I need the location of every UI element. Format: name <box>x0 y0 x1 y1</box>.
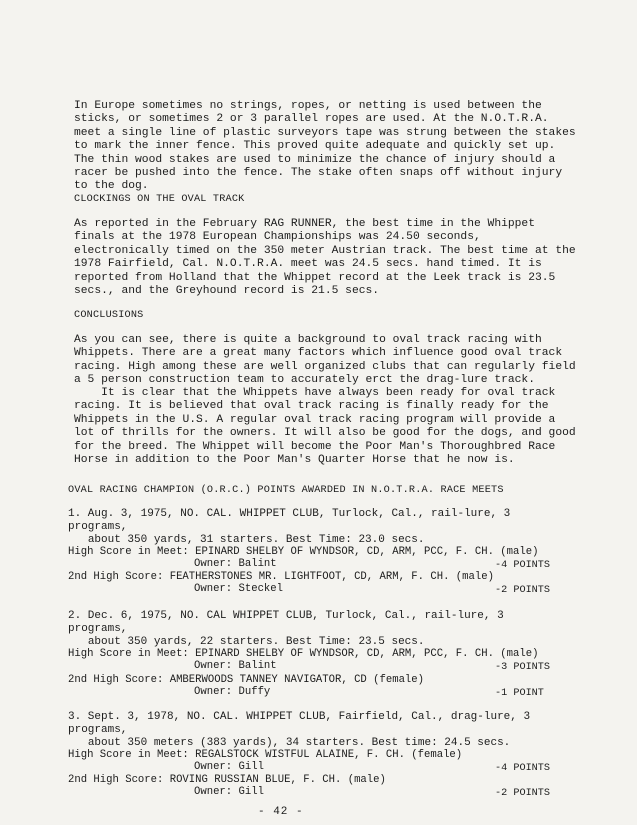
meet-2-second-score: 2nd High Score: AMBERWOODS TANNEY NAVIGATOR, CD (female) <box>68 674 425 686</box>
conclusions-paragraph-2: It is clear that the Whippets have always been ready for oval track racing. It is believed that oval track racing is finally ready for the Whippets in the U.S. A regular oval track racing program will provide a lot of thrills for the owners. It will also be good for the dogs, and good for the breed. The Whippet will become the Poor Man's Thoroughbred Race Horse in addition to the Poor Man's Quarter Horse that he now is. <box>74 387 583 467</box>
meet-3-second-points: -2 POINTS <box>495 788 551 799</box>
meet-1-high-score: High Score in Meet: EPINARD SHELBY OF WYNDSOR, CD, ARM, PCC, F. CH. (male) <box>68 546 539 558</box>
meet-3-description: 3. Sept. 3, 1978, NO. CAL. WHIPPET CLUB, Fairfield, Cal., drag-lure, 3 programs, about 350 meters (383 yards), 34 starters. Best time: 24.5 secs. <box>68 711 531 750</box>
meet-2-second-points: -1 POINT <box>495 688 544 699</box>
meet-2-high-score: High Score in Meet: EPINARD SHELBY OF WYNDSOR, CD, ARM, PCC, F. CH. (male) <box>68 648 539 660</box>
meet-2-high-points: -3 POINTS <box>495 662 551 673</box>
meet-3-high-score: High Score in Meet: REGALSTOCK WISTFUL ALAINE, F. CH. (female) <box>68 749 463 761</box>
meet-3-second-owner: Owner: Gill <box>194 786 264 798</box>
conclusions-heading: CONCLUSIONS <box>74 310 144 321</box>
meet-3-second-score: 2nd High Score: ROVING RUSSIAN BLUE, F. CH. (male) <box>68 774 386 786</box>
meet-1-high-points: -4 POINTS <box>495 560 551 571</box>
meet-1-second-owner: Owner: Steckel <box>194 583 284 595</box>
meet-2-high-owner: Owner: Balint <box>194 660 277 672</box>
meet-3-high-points: -4 POINTS <box>495 763 551 774</box>
meet-1-second-score: 2nd High Score: FEATHERSTONES MR. LIGHTFOOT, CD, ARM, F. CH. (male) <box>68 571 494 583</box>
clockings-heading: CLOCKINGS ON THE OVAL TRACK <box>74 194 245 205</box>
points-heading: OVAL RACING CHAMPION (O.R.C.) POINTS AWARDED IN N.O.T.R.A. RACE MEETS <box>68 485 504 496</box>
page-number: - 42 - <box>258 806 304 818</box>
meet-1-second-points: -2 POINTS <box>495 585 551 596</box>
meet-1-description: 1. Aug. 3, 1975, NO. CAL. WHIPPET CLUB, Turlock, Cal., rail-lure, 3 programs, about 350 yards, 31 starters. Best Time: 23.0 secs. <box>68 508 511 547</box>
meet-2-second-owner: Owner: Duffy <box>194 686 271 698</box>
intro-paragraph: In Europe sometimes no strings, ropes, or netting is used between the sticks, or sometimes 2 or 3 parallel ropes are used. At the N.O.T.R.A. meet a single line of plastic surveyors tape was strung between the stakes to mark the inner fence. This proved quite adequate and quickly set up. The thin wood stakes are used to minimize the chance of injury should a racer be pushed into the fence. The stake often snaps off without injury to the dog. <box>74 100 583 193</box>
conclusions-paragraph-1: As you can see, there is quite a background to oval track racing with Whippets. There are a great many factors which influence good oval track racing. High among these are well organized clubs that can regularly field a 5 person construction team to accurately erct the drag-lure track. <box>74 334 583 387</box>
meet-1-high-owner: Owner: Balint <box>194 558 277 570</box>
meet-3-high-owner: Owner: Gill <box>194 761 264 773</box>
meet-2-description: 2. Dec. 6, 1975, NO. CAL WHIPPET CLUB, Turlock, Cal., rail-lure, 3 programs, about 350 yards, 22 starters. Best Time: 23.5 secs. <box>68 610 504 649</box>
clockings-paragraph: As reported in the February RAG RUNNER, the best time in the Whippet finals at the 1978 European Championships was 24.50 seconds, electronically timed on the 350 meter Austrian track. The best time at the 1978 Fairfield, Cal. N.O.T.R.A. meet was 24.5 secs. hand timed. It is reported from Holland that the Whippet record at the Leek track is 23.5 secs., and the Greyhound record is 21.5 secs. <box>74 218 583 298</box>
